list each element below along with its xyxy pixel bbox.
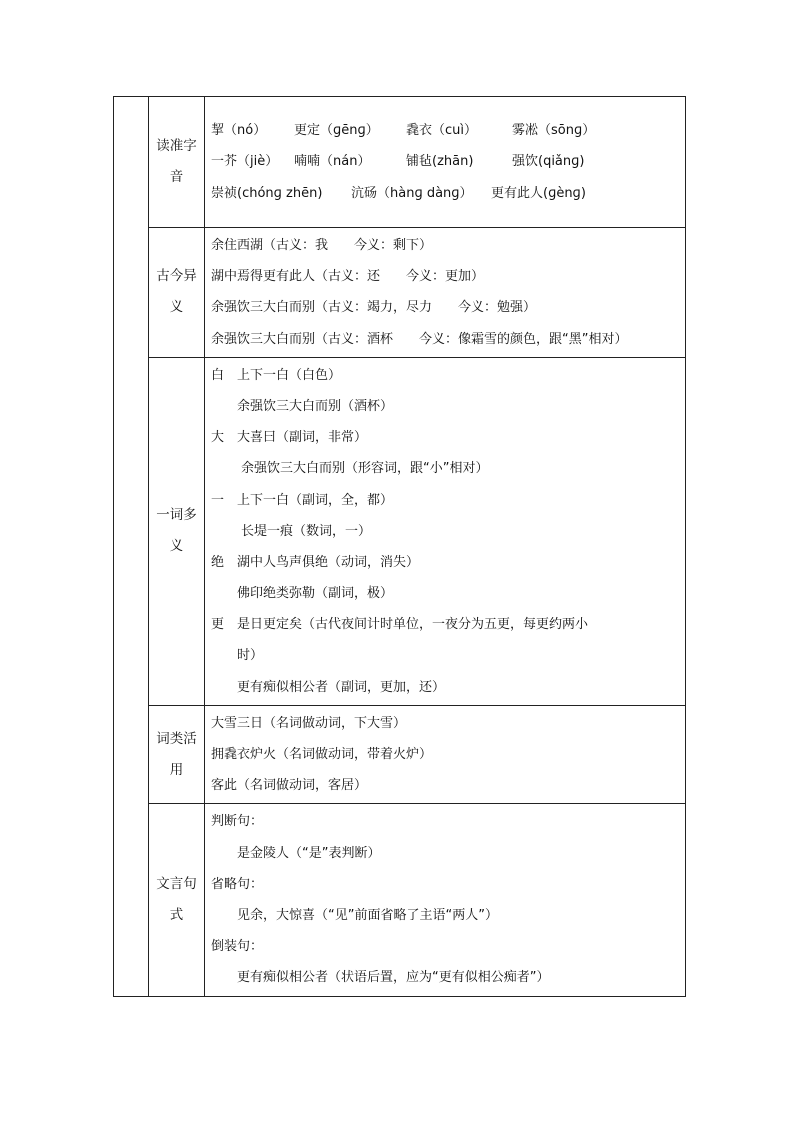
content-line: 余住西湖（古义：我 今义：剩下） — [211, 238, 433, 253]
polysemy-cell — [205, 357, 686, 705]
pattern-heading: 判断句： — [211, 814, 264, 830]
polysemy-line: 余强饮三大白而别（形容词，跟“小”相对） — [241, 461, 489, 477]
pattern-heading: 倒装句： — [211, 939, 264, 955]
table-row — [114, 357, 686, 705]
content-line: 客此（名词做动词，客居） — [211, 778, 368, 794]
table-row — [114, 228, 686, 358]
row-label: 词类活用 — [156, 730, 197, 778]
polysemy-line: 更有痴似相公者（副词，更加，还） — [237, 679, 446, 695]
headword: 绝 — [211, 554, 225, 570]
content-line: 余强饮三大白而别（古义：竭力，尽力 今义：勉强） — [211, 300, 537, 316]
content-line: 大雪三日（名词做动词，下大雪） — [211, 715, 407, 731]
content-line: 余强饮三大白而别（古义：酒杯 今义：像霜雪的颜色，跟“黑”相对） — [211, 331, 628, 347]
table-row — [114, 804, 686, 996]
row-label-cell — [149, 357, 205, 705]
polysemy-line: 大 大喜曰（副词，非常） — [211, 422, 685, 453]
pattern-example: 见余，大惊喜（“见”前面省略了主语“两人”） — [237, 907, 498, 923]
row-label-cell — [149, 804, 205, 996]
polysemy-line: 白 上下一白（白色） — [211, 360, 685, 391]
content-line: 拥毳衣炉火（名词做动词，带着火炉） — [211, 747, 433, 762]
polysemy-line: 绝 湖中人鸟声俱绝（动词，消失） — [211, 547, 685, 578]
row-label-cell — [149, 228, 205, 358]
pattern-example: 是金陵人（“是”表判断） — [237, 845, 381, 861]
pronunciation-cell — [205, 97, 686, 228]
row-label-cell — [149, 705, 205, 804]
table-row — [114, 97, 686, 228]
row-label-cell — [149, 97, 205, 228]
row-label: 文言句式 — [156, 875, 197, 923]
headword: 更 — [211, 617, 225, 633]
word-class-cell — [205, 705, 686, 804]
pronunciation-line: 挈（nó） 更定（ɡēnɡ） 毳衣（cuì） 雾凇（sōnɡ） — [211, 123, 596, 139]
pattern-example: 更有痴似相公者（状语后置，应为“更有似相公痴者”） — [237, 970, 550, 986]
polysemy-line: 余强饮三大白而别（酒杯） — [237, 398, 394, 414]
polysemy-line: 佛印绝类弥勒（副词，极） — [237, 586, 394, 602]
row-label: 古今异义 — [156, 268, 197, 316]
pronunciation-line: 崇祯(chónɡ zhēn) 沆砀（hànɡ dànɡ） 更有此人(ɡènɡ) — [211, 185, 586, 201]
polysemy-line: 时） — [237, 648, 264, 664]
left-margin-cell — [114, 97, 149, 997]
headword: 一 — [211, 492, 225, 508]
sentence-pattern-cell — [205, 804, 686, 996]
headword: 白 — [211, 367, 225, 383]
polysemy-line: 更 是日更定矣（古代夜间计时单位，一夜分为五更，每更约两小 — [211, 609, 685, 640]
content-line: 湖中焉得更有此人（古义：还 今义：更加） — [211, 269, 485, 285]
headword: 大 — [211, 430, 225, 446]
pattern-heading: 省略句： — [211, 876, 264, 892]
polysemy-line: 长堤一痕（数词，一） — [241, 523, 372, 539]
knowledge-table — [113, 96, 686, 997]
row-label: 读准字音 — [156, 138, 197, 185]
row-label: 一词多义 — [156, 507, 197, 555]
pronunciation-line: 一芥（jiè） 喃喃（nán） 铺毡(zhān) 强饮(qiǎnɡ) — [211, 154, 585, 170]
ancient-modern-meaning-cell — [205, 228, 686, 358]
polysemy-line: 一 上下一白（副词，全，都） — [211, 485, 685, 516]
table-row — [114, 705, 686, 804]
